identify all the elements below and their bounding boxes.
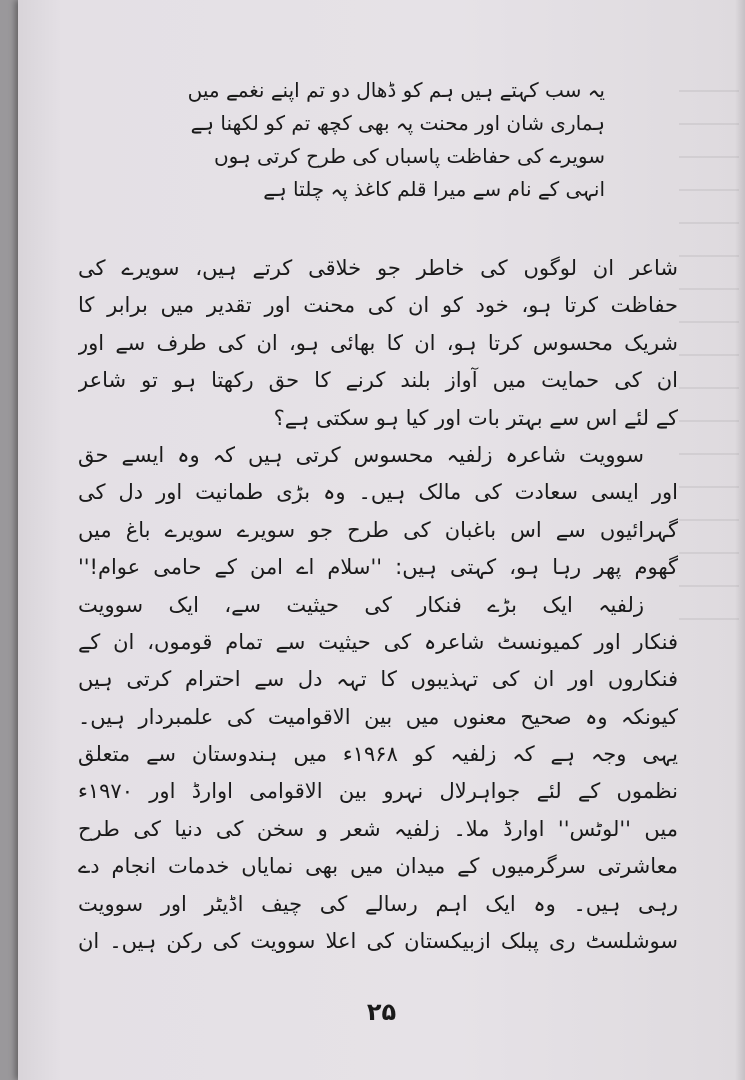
text-line: معاشرتی سرگرمیوں کے میدان میں بھی نمایاں خدمات انجام دے	[78, 854, 678, 879]
text-line: حفاظت کرتا ہو، خود کو ان کی محنت اور تقدیر میں برابر کا	[78, 293, 678, 318]
text-line: میں ''لوٹس'' اوارڈ ملا۔ زلفیہ شعر و سخن کی دنیا کی طرح	[78, 816, 678, 841]
text-line: زلفیہ ایک بڑے فنکار کی حیثیت سے، ایک سوویت	[78, 592, 644, 617]
poem-line: انہی کے نام سے میرا قلم کاغذ پہ چلتا ہے	[263, 177, 605, 201]
poem-stanza	[85, 74, 605, 206]
text-line: سوویت شاعرہ زلفیہ محسوس کرتی ہیں کہ وہ ایسے حق	[78, 442, 644, 467]
text-line: فنکاروں اور ان کی تہذیبوں کا تہہ دل سے احترام کرتی ہیں	[78, 667, 678, 692]
text-line: گھوم پھر رہا ہو، کہتی ہیں: ''سلام اے امن کے حامی عوام!''	[78, 555, 678, 580]
poem-line: یہ سب کہتے ہیں ہم کو ڈھال دو تم اپنے نغمے میں	[187, 78, 605, 102]
text-line: نظموں کے لئے جواہرلال نہرو بین الاقوامی اوارڈ اور ۱۹۷۰ء	[78, 779, 678, 804]
bleed-through-shadow	[679, 90, 739, 650]
book-page	[18, 0, 745, 1080]
text-line: کے لئے اس سے بہتر بات اور کیا ہو سکتی ہے؟	[273, 405, 678, 430]
text-line: شاعر ان لوگوں کی خاطر جو خلاقی کرتے ہیں، سویرے کی	[78, 256, 678, 280]
text-line: سوشلسٹ ری پبلک ازبیکستان کی اعلا سوویت کی رکن ہیں۔ ان	[78, 929, 678, 954]
text-line: فنکار اور کمیونسٹ شاعرہ کی حیثیت سے تمام قوموں، ان کے	[78, 629, 678, 654]
text-line: یہی وجہ ہے کہ زلفیہ کو ۱۹۶۸ء میں ہندوستان سے متعلق	[78, 742, 678, 767]
text-line: ان کی حمایت میں آواز بلند کرنے کا حق رکھتا ہو تو شاعر	[78, 368, 678, 393]
text-line: گہرائیوں سے اس باغبان کی طرح جو سویرے سویرے باغ میں	[78, 517, 678, 542]
text-line: شریک محسوس کرتا ہو، ان کا بھائی ہو، ان کی طرف سے اور	[78, 330, 678, 355]
poem-line: ہماری شان اور محنت پہ بھی کچھ تم کو لکھنا ہے	[190, 111, 605, 135]
body-text	[78, 250, 678, 960]
text-line: اور ایسی سعادت کی مالک ہیں۔ وہ بڑی طمانیت اور دل کی	[78, 480, 678, 505]
page-edge-shadow	[735, 0, 745, 1080]
page-number: ۲۵	[366, 998, 397, 1026]
text-line: رہی ہیں۔ وہ ایک اہم رسالے کی چیف اڈیٹر اور سوویت	[78, 891, 678, 916]
poem-line: سویرے کی حفاظت پاسباں کی طرح کرتی ہوں	[213, 144, 605, 168]
text-line: کیونکہ وہ صحیح معنوں میں بین الاقوامیت کی علمبردار ہیں۔	[78, 704, 678, 729]
